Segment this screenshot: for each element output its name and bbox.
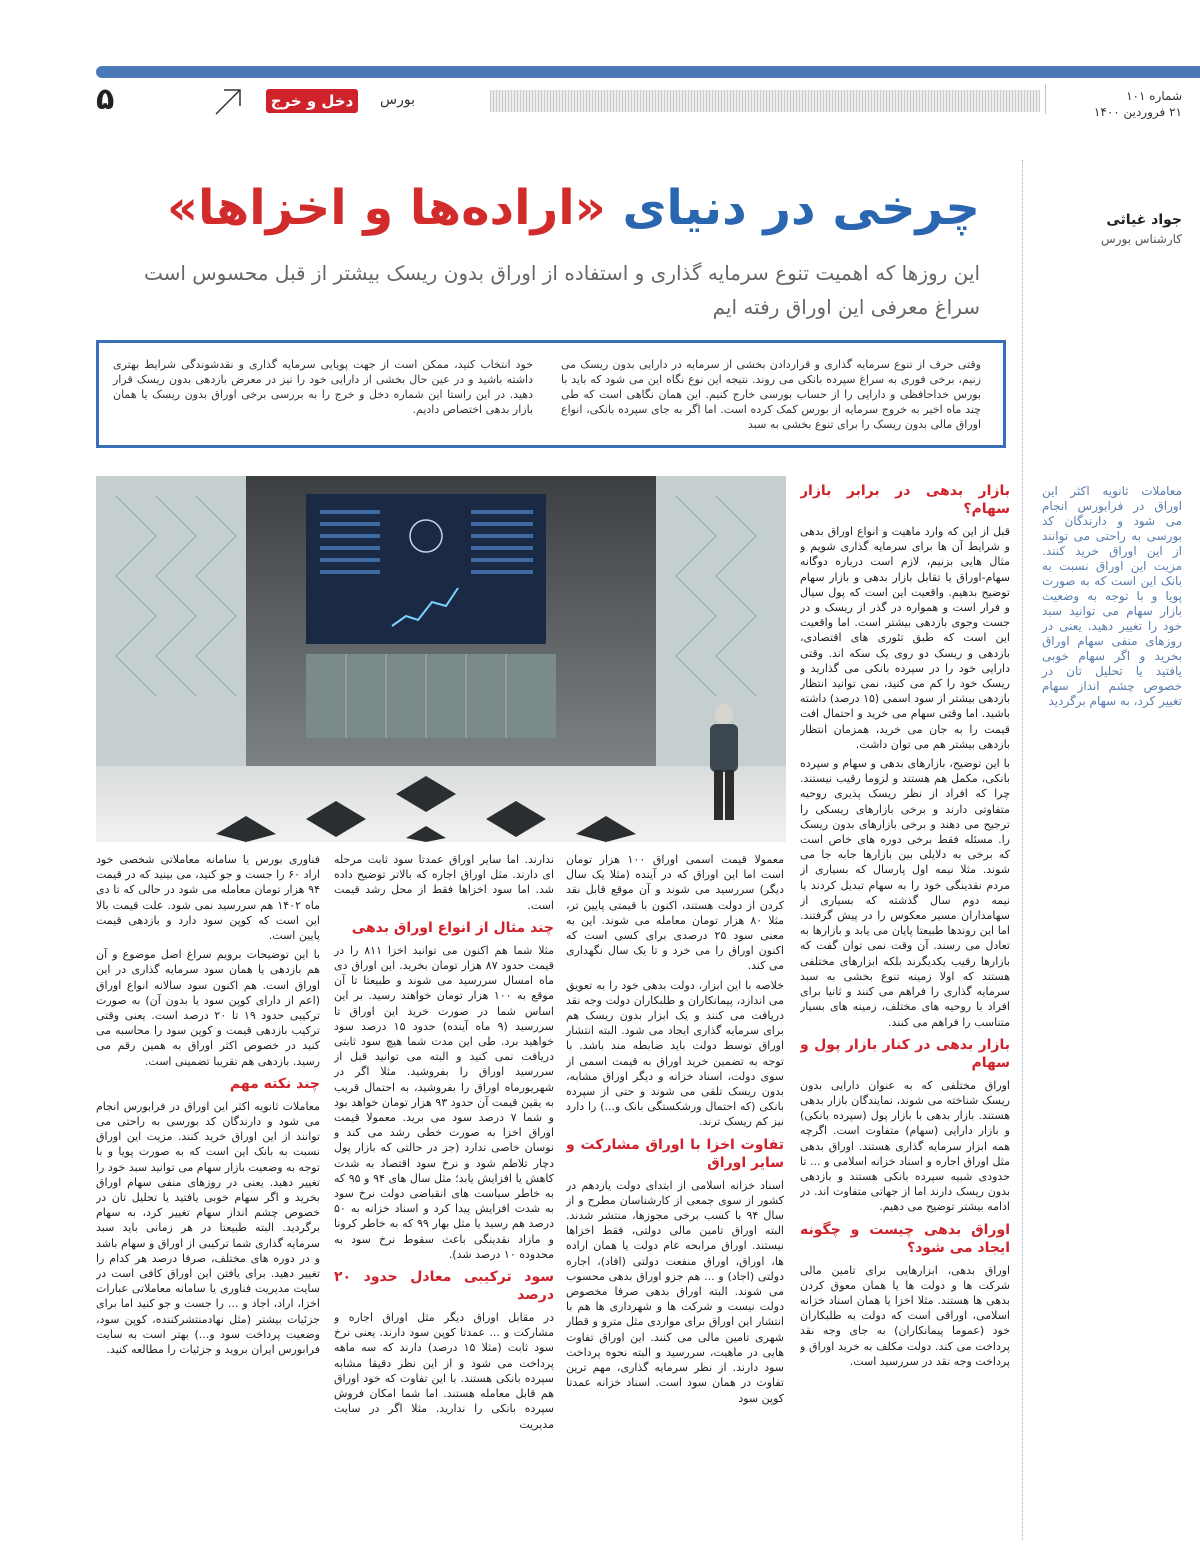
issue-date: ۲۱ فروردین ۱۴۰۰ <box>1093 105 1182 119</box>
magazine-logo: دخل و خرج <box>266 89 358 113</box>
article-column-2 <box>566 852 784 1536</box>
arrow-up-right-icon <box>212 86 244 118</box>
issue-number: شماره ۱۰۱ <box>1126 89 1182 103</box>
title-part-1: چرخی در دنیای <box>622 180 980 236</box>
paragraph: اوراق مختلفی که به عنوان دارایی بدون ریسک شناخته می شوند، نمایندگان بازار بدهی هستند. بازار بدهی با بازار پول (سپرده بانکی) و بازار دارایی (سهام) متفاوت است. اگرچه همه ابزار سرمایه گذاری هستند. اوراق بدهی مثل اوراق اجاره و اسناد خزانه اسلامی و ... تا حدودی شبیه سپرده بانکی هستند و بازدهی بدون ریسک دارند اما از جهاتی متفاوت اند. در ادامه بیشتر توضیح می دهیم. <box>800 1078 1010 1214</box>
paragraph: فناوری بورس یا سامانه معاملاتی شخصی خود اراد ۶۰ را جست و جو کنید، می بینید که در قیمت ۹۴ هزار تومان معامله می شود در حالی که تا دی ماه ۱۴۰۲ هم سررسید نمی شود. علت قیمت بالا این است که کوپن سود دارد و بازدهی قیمت پایین است. <box>96 853 320 943</box>
heading-key-points: چند نکته مهم <box>229 1075 320 1092</box>
paragraph: با این توضیحات برویم سراغ اصل موضوع و آن هم بازدهی یا همان سود سرمایه گذاری در این اوراق است. هم اکنون سود سالانه انواع اوراق (اعم از دارای کوپن سود یا بدون آن) به صورت ترکیبی حدود ۱۹ تا ۲۰ درصد است. یعنی وقتی ترکیب بازدهی قیمت و کوپن سود را محاسبه می کنید در خصوص اکثر اوراق به همین رقم می رسید. بازدهی هم تقریبا تضمینی است. <box>96 948 320 1068</box>
section-label: بورس <box>380 92 415 108</box>
article-column-1 <box>800 476 1010 1536</box>
heading-examples: چند مثال از انواع اوراق بدهی <box>351 919 554 936</box>
paragraph: مثلا شما هم اکنون می توانید اخزا ۸۱۱ را در قیمت حدود ۸۷ هزار تومان بخرید. این اوراق دی ماه امسال سررسید می شوند و طبیعتا تا آن موقع به ۱۰۰ هزار تومان خواهند رسید. بر این اساس شما در صورت خرید این اوراق تا سررسید (۹ ماه آینده) حدود ۱۵ درصد سود خواهید برد. طی این مدت شما هیچ سود ثابتی دریافت نمی کنید و البته می توانید قبل از سررسید اوراق را بفروشید. مثلا اگر در شهریورماه اوراق را بفروشید، به احتمال قریب به یقین قیمت آن حدود ۹۳ هزار تومان خواهد بود و شما ۷ درصد سود می برید. معمولا قیمت اوراق اخزا به صورت خطی رشد می کند و نوسان خاصی ندارد (جز در حالتی که بازار پول دچار تلاطم شود و نرخ سود اقتصاد به شدت کاهش یا افزایش یابد؛ مثل سال های ۹۴ و ۹۵ که به خاطر سیاست های انقباضی دولت نرخ سود به شدت افزایش پیدا کرد و اسناد خزانه به ۵۰ درصد هم رسید یا مثل بهار ۹۹ که به خاطر کرونا و مازاد نقدینگی باعث سقوط نرخ سود به محدوده ۱۰ درصد شد). <box>334 943 554 1261</box>
page-number: ۵ <box>96 82 115 117</box>
author-name: جواد غیاثی <box>1106 212 1182 228</box>
heading-combined-yield: سود ترکیبی معادل حدود ۲۰ درصد <box>334 1269 554 1304</box>
paragraph: اسناد خزانه اسلامی از ابتدای دولت یازدهم در کشور از سوی جمعی از کارشناسان مطرح و از سال ۹۴ با کسب برخی مجوزها، منتشر شدند. البته اوراق تامین مالی دولتی، فقط اخزاها نیستند. اوراق مرابحه عام دولت یا همان اراده ها، اوراق، اوراق منفعت دولتی (افاد)، اجاره دولتی (اجاد) و ... هم جزو اوراق بدهی محسوب می شوند. البته اوراق بدهی صرفا مخصوص دولت نیست و شرکت ها و شهرداری ها هم با انتشار این اوراق برای مواردی مثل مترو و قطار شهری تامین مالی می کنند. این اوراق تفاوت هایی در ماهیت، سررسید و البته نحوه پرداخت سود دارند. از نظر سرمایه گذاری، مهم ترین تفاوت در همان سود است. اسناد خزانه عمدتا کوپن سود <box>566 1178 784 1405</box>
paragraph: اوراق بدهی، ابزارهایی برای تامین مالی شرکت ها و دولت ها یا همان معوق کردن بدهی ها هستند. مثلا اخزا یا همان اسناد خزانه اسلامی، اوراقی است که دولت به طلبکاران خود (عموما پیمانکاران) به جای وجه نقد پرداخت می کند. دولت مکلف به خرید اوراق و پرداخت وجه نقد در سررسید است. <box>800 1263 1010 1368</box>
paragraph: با این توضیح، بازارهای بدهی و سهام و سپرده بانکی، مکمل هم هستند و لزوما رقیب نیستند. چرا که افراد از نظر ریسک پذیری روحیه متفاوتی دارند و برخی بازارهای ریسکی را ترجیح می دهند و برخی بازارهای بدون ریسک را. مسئله فقط برخی دوره های خاص است که برخی به دلایلی بین بازارها جابه جا می شوند. مثلا نیمه اول پارسال که بسیاری از مردم نقدینگی خود را به سهام تبدیل کردند یا نیمه دوم سال گذشته که بسیاری از سهامداران مسیر معکوس را در پیش گرفتند. اما این روندها طبیعتا پایان می یابد و بازارها به تعادل می رسند. آن وقت نمی توان گفت که بازارها رقیب یکدیگرند بلکه ابزارهای مختلفی هستند که اولا زمینه تنوع بخشی به سبد سرمایه گذاری را فراهم می کنند و ثانیا برای افراد با روحیه های مختلف، زمینه های بسیار متناسب را فراهم می کنند. <box>800 757 1010 1029</box>
article-title <box>110 178 980 238</box>
sidebar-divider <box>1022 160 1024 1540</box>
heading-debt-vs-stock: بازار بدهی در برابر بازار سهام؟ <box>800 483 1010 517</box>
paragraph: خلاصه با این ابزار، دولت بدهی خود را به تعویق می اندازد، پیمانکاران و طلبکاران دولت وجه نقد دریافت می کنند و یک ابزار بدون ریسک هم برای سرمایه گذاری ایجاد می شود. البته انتشار اوراق توسط دولت باید ضابطه مند باشد. با توجه به تضمین خرید اوراق به قیمت اسمی از سوی دولت، اسناد خزانه و دیگر اوراق مشابه، بدون ریسک تلقی می شوند و حتی از سپرده بانکی (که احتمال ورشکستگی بانک و...) را دارد نیز کم ریسک ترند. <box>566 978 784 1129</box>
subtitle-line-2: سراغ معرفی این اوراق رفته ایم <box>712 295 980 319</box>
heading-debt-money-stock: بازار بدهی در کنار بازار پول و سهام <box>800 1036 1010 1071</box>
heading-akhza-differences: تفاوت اخزا با اوراق مشارکت و سایر اوراق <box>566 1136 784 1171</box>
sidebar-pull-quote: معاملات ثانویه اکثر این اوراق در فرابورس انجام می شود و دارندگان کد بورسی به راحتی می توانند از این اوراق خرید کنند. مزیت این اوراق نسبت به بانک این است که به صورت پویا و با توجه به وضعیت بازار سهام می توانید سبد خود را تغییر دهید. یعنی در روزهای منفی سهام اوراق بخرید و اگر سهام خوبی یافتید یا تحلیل تان در خصوص چشم انداز سهام تغییر کرد، به سهام برگردید <box>1042 484 1182 708</box>
article-column-3 <box>334 852 554 1536</box>
paragraph: قبل از این که وارد ماهیت و انواع اوراق بدهی و شرایط آن ها برای سرمایه گذاری شویم و مثال هایی بزنیم، لازم است درباره دوگانه سهام-اوراق یا تقابل بازار بدهی و بازار سهام توضیح بدهیم. واقعیت این است که پول سیال و فرار است و همواره در گذر از ریسک و در جست وجوی بازدهی بیشتر است. اما واقعیت این است که طبق تئوری های اقتصادی، بازدهی و ریسک دو روی یک سکه اند. وقتی دارایی خود را در سپرده بانکی می گذارید و ریسک خود را کم می کنید، نمی توانید انتظار بازدهی بیشتر از سود اسمی (۱۵ درصد) داشته باشید. اما وقتی سهام می خرید و احتمال افت قیمت را به جان می خرید، همزمان انتظار بازدهی بیشتر هم می توان داشت. <box>800 525 1010 751</box>
header-divider <box>1045 84 1046 114</box>
subtitle-line-1: این روزها که اهمیت تنوع سرمایه گذاری و استفاده از اوراق بدون ریسک بیشتر از قبل محسوس است <box>143 261 980 285</box>
heading-what-are-bonds: اوراق بدهی چیست و چگونه ایجاد می شود؟ <box>800 1221 1010 1256</box>
lead-text-right: وقتی حرف از تنوع سرمایه گذاری و قراردادن بخشی از سرمایه در دارایی بدون ریسک می زنیم، برخی فوری به سراغ سپرده بانکی می روند. نتیجه این نوع نگاه این می شود که باید با بورس خداحافظی و دارایی را از حساب بورسی خارج کنیم. این همان نگاهی است که طی چند ماه اخیر به خروج سرمایه از بورس کمک کرده است. اما اگر به جای سپرده بانکی، انواع اوراق مالی بدون ریسک را برای تنوع بخشی به سبد <box>561 358 981 431</box>
paragraph: معاملات ثانویه اکثر این اوراق در فرابورس انجام می شود و دارندگان کد بورسی به راحتی می توانند از این اوراق خرید کنند. مزیت این اوراق نسبت به بانک این است که به صورت پویا و با توجه به وضعیت بازار سهام می توانید سبد خود را تغییر دهید. یعنی در روزهای منفی سهام اوراق بخرید و اگر سهام خوبی یافتید یا تحلیل تان در خصوص چشم انداز سهام تغییر کرد، به سهام برگردید. البته طبیعتا در هر زمانی باید سبد سرمایه گذاری شما ترکیبی از اوراق و سهام باشد و در دوره های مختلف، صرفا درصد هر کدام را تغییر دهید. برای یافتن این اوراق کافی است در سایت مدیریت فناوری یا سامانه معاملاتی عبارات اخزا، اراد، اجاد و ... را جست و جو کنید اما برای جزئیات بیشتر (مثل نهادمنتشرکننده، کوپن سود، وضعیت پرداخت سود و...) بهتر است به سایت فرابورس ایران بروید و جزئیات را مطالعه کنید. <box>96 1099 320 1357</box>
article-subtitle <box>80 256 980 324</box>
lead-box <box>96 340 1006 448</box>
stock-exchange-photo <box>96 476 786 842</box>
paragraph: ندارند. اما سایر اوراق عمدتا سود ثابت مرحله ای دارند. مثل اوراق اجاره که بالاتر توضیح داده شد. اما سود اخزاها فقط از محل رشد قیمت است. <box>334 853 554 912</box>
header-pattern-bar <box>490 90 1040 112</box>
author-role: کارشناس بورس <box>1101 232 1182 246</box>
paragraph: معمولا قیمت اسمی اوراق ۱۰۰ هزار تومان است اما این اوراق که در آینده (مثلا یک سال دیگر) سررسید می شوند و آن موقع قابل نقد کردن از دولت هستند، اکنون با قیمتی پایین تر، مثلا ۸۰ هزار تومان معامله می شوند. این به معنی سود ۲۵ درصدی برای کسی است که اکنون اوراق را می خرد و تا یک سال نگهداری می کند. <box>566 853 784 973</box>
article-column-4 <box>96 852 320 1536</box>
lead-text-left: خود انتخاب کنید، ممکن است از جهت پویایی سرمایه گذاری و نقدشوندگی شرایط بهتری داشته باشید و در عین حال بخشی از دارایی خود را نیز در معرض بازدهی بدون ریسک قرار دهید. در این راستا این شماره دخل و خرج را به بررسی برخی اوراق بدون ریسک یا همان بازار بدهی اختصاص دادیم. <box>113 358 533 416</box>
photo-illustration <box>96 476 786 842</box>
header-accent-bar <box>96 66 1200 78</box>
author-block <box>1042 212 1182 246</box>
paragraph: در مقابل اوراق دیگر مثل اوراق اجاره و مشارکت و ... عمدتا کوپن سود دارند. یعنی نرخ سود ثابت (مثلا ۱۵ درصد) دارند که سه ماهه پرداخت می شود و از این نظر دقیقا مشابه سپرده بانکی هستند. با این تفاوت که خود اوراق هم قابل معامله هستند. اما شما امکان فروش سپرده بانکی را ندارید. مثلا اگر در سایت مدیریت <box>334 1311 554 1431</box>
title-part-2: «اراده‌ها و اخزاها» <box>166 180 606 236</box>
issue-info <box>1052 88 1182 120</box>
